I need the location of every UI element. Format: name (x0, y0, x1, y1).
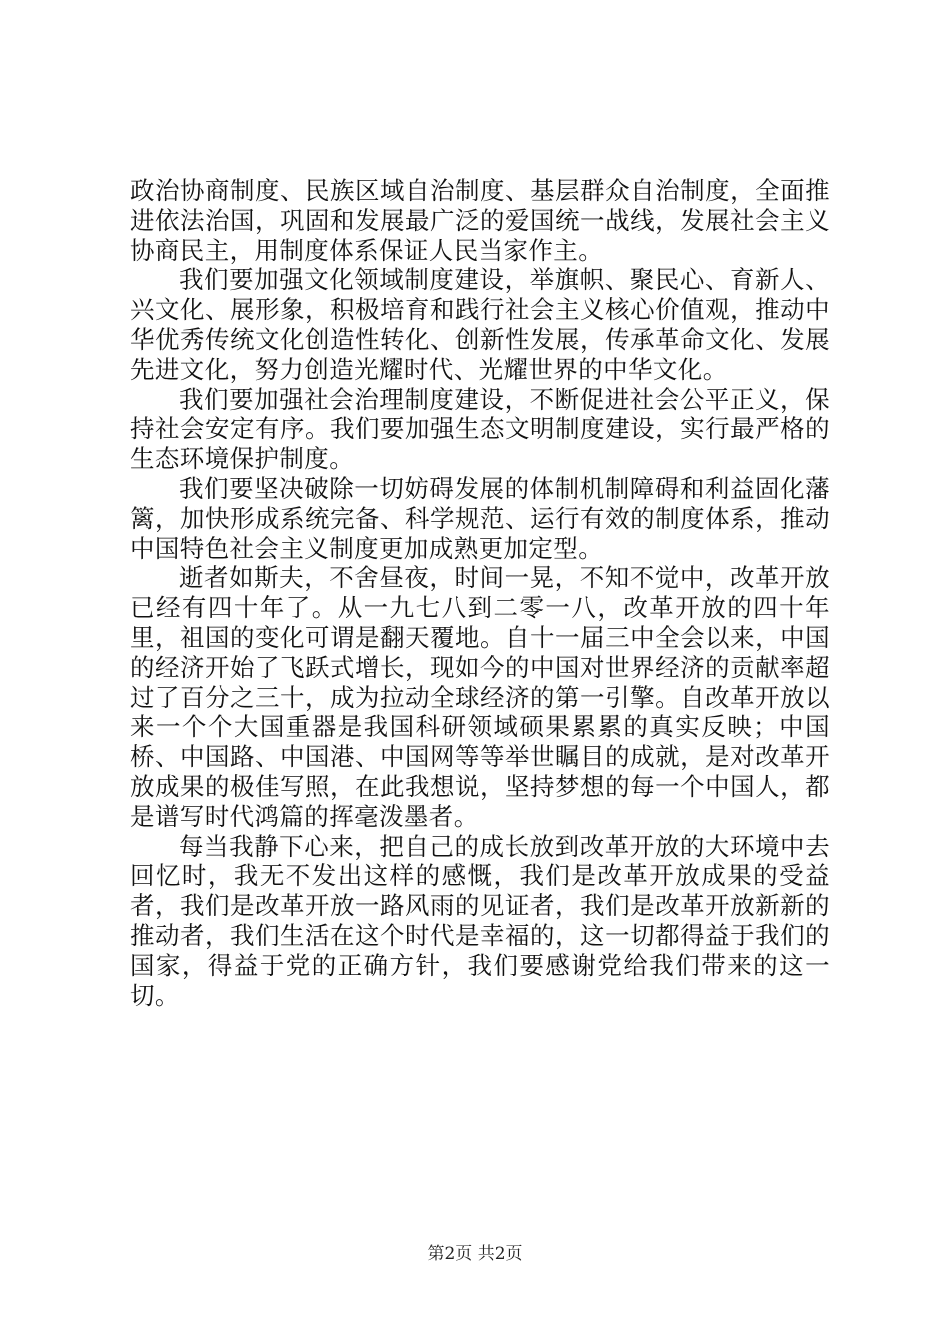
paragraph-6: 每当我静下心来，把自己的成长放到改革开放的大环境中去回忆时，我无不发出这样的感慨，我们是改革开放成果的受益者，我们是改革开放一路风雨的见证者，我们是改革开放新新的推动者，我们生活在这个时代是幸福的，这一切都得益于我们的国家，得益于党的正确方针，我们要感谢党给我们带来的这一切。 (130, 831, 830, 1010)
paragraph-2: 我们要加强文化领域制度建设，举旗帜、聚民心、育新人、兴文化、展形象，积极培育和践行社会主义核心价值观，推动中华优秀传统文化创造性转化、创新性发展，传承革命文化、发展先进文化，努力创造光耀时代、光耀世界的中华文化。 (130, 265, 830, 384)
document-body (130, 176, 830, 1010)
page-number-footer: 第2页 共2页 (427, 1244, 523, 1264)
paragraph-5: 逝者如斯夫，不舍昼夜，时间一晃，不知不觉中，改革开放已经有四十年了。从一九七八到二零一八，改革开放的四十年里，祖国的变化可谓是翻天覆地。自十一届三中全会以来，中国的经济开始了飞跃式增长，现如今的中国对世界经济的贡献率超过了百分之三十，成为拉动全球经济的第一引擎。自改革开放以来一个个大国重器是我国科研领域硕果累累的真实反映；中国桥、中国路、中国港、中国网等等举世瞩目的成就，是对改革开放成果的极佳写照，在此我想说，坚持梦想的每一个中国人，都是谱写时代鸿篇的挥毫泼墨者。 (130, 563, 830, 831)
paragraph-4: 我们要坚决破除一切妨碍发展的体制机制障碍和利益固化藩篱，加快形成系统完备、科学规范、运行有效的制度体系，推动中国特色社会主义制度更加成熟更加定型。 (130, 473, 830, 563)
paragraph-1: 政治协商制度、民族区域自治制度、基层群众自治制度，全面推进依法治国，巩固和发展最广泛的爱国统一战线，发展社会主义协商民主，用制度体系保证人民当家作主。 (130, 176, 830, 265)
paragraph-3: 我们要加强社会治理制度建设，不断促进社会公平正义，保持社会安定有序。我们要加强生态文明制度建设，实行最严格的生态环境保护制度。 (130, 384, 830, 474)
